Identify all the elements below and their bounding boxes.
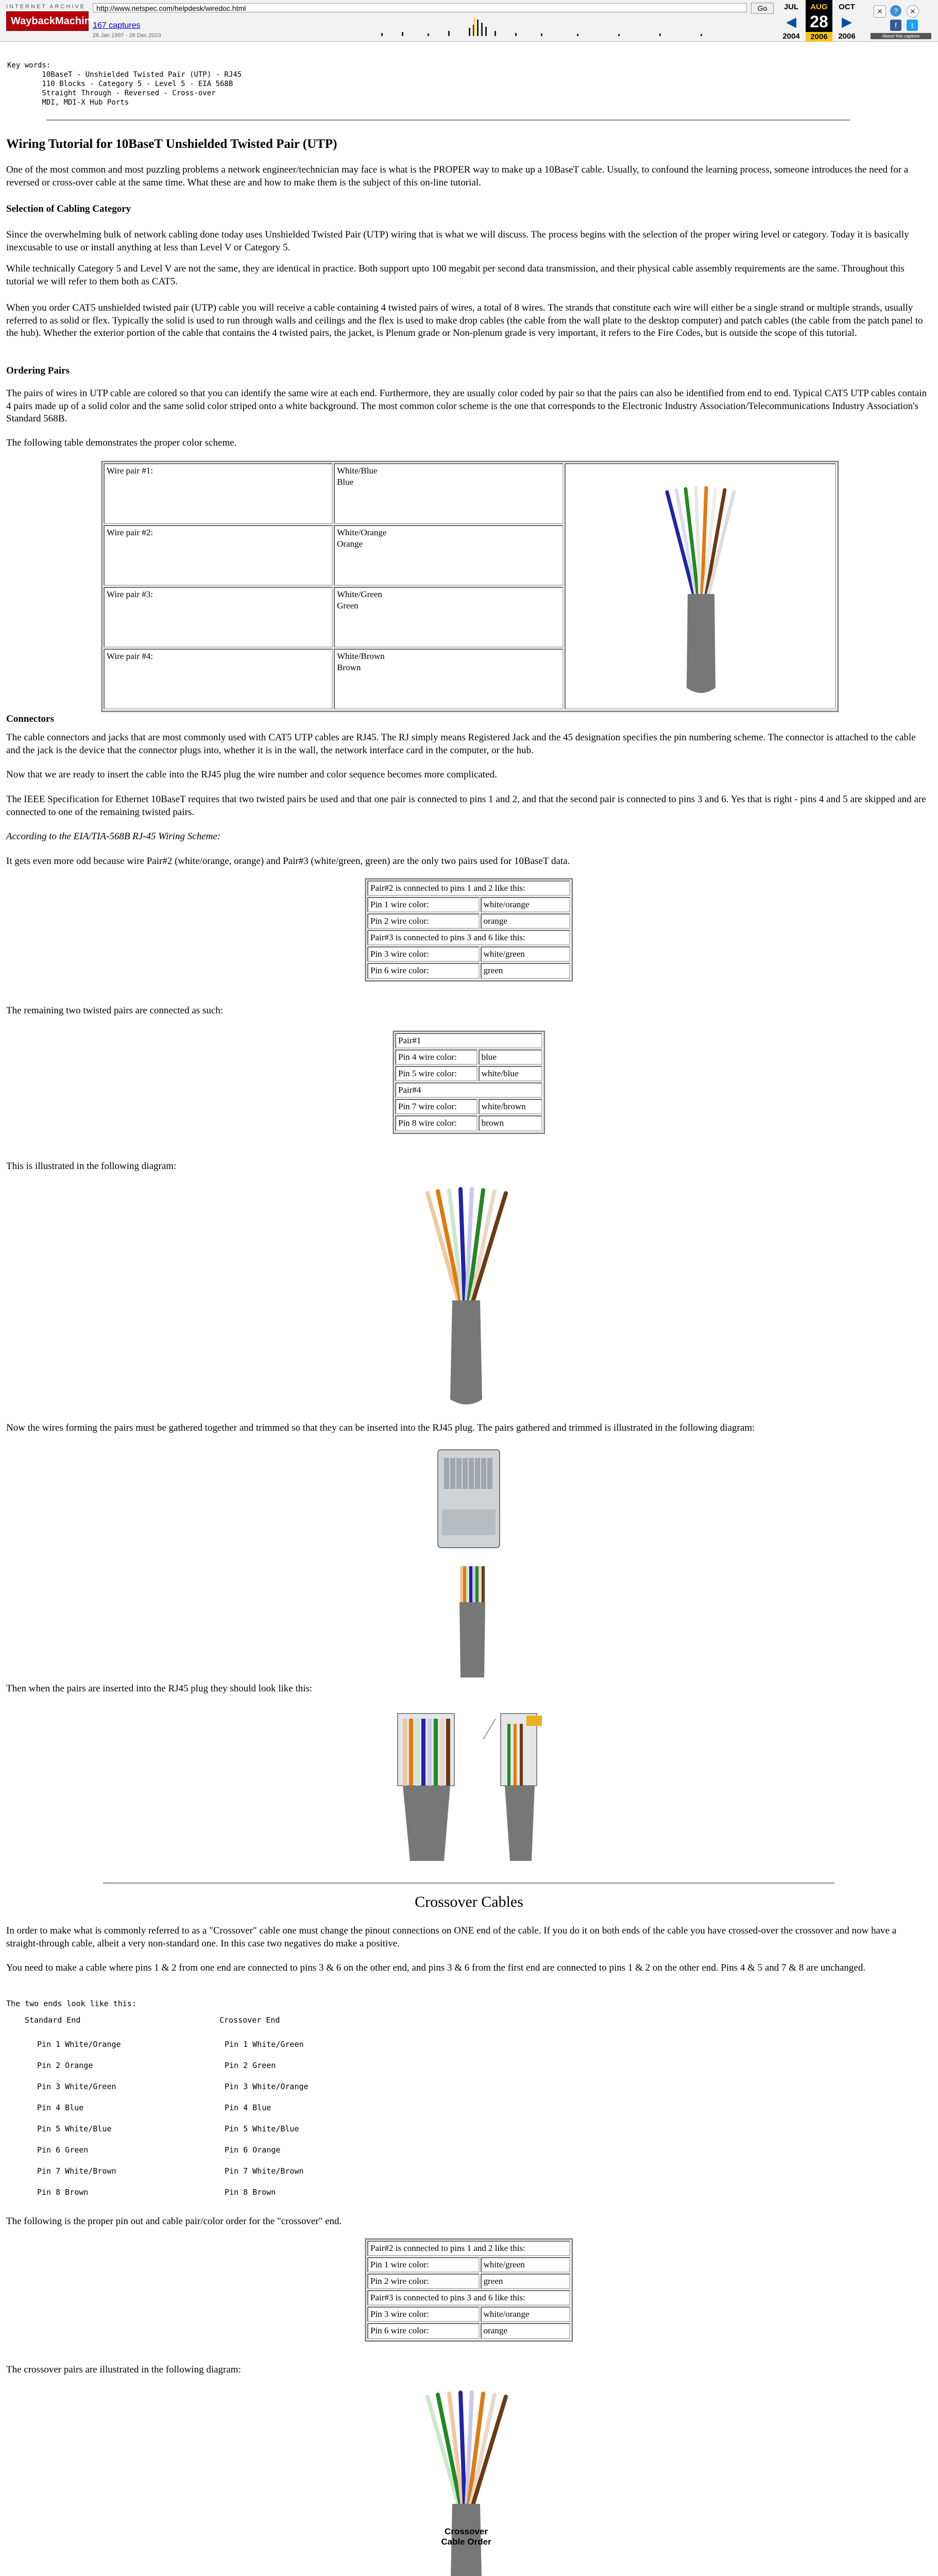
cable-jacket	[459, 1602, 485, 1677]
crossover-p1: In order to make what is commonly referred to as a "Crossover" cable one must change the pinout connections on ONE end of the cable. If you do it on both ends of the cable you have crossed-over the crossover and now have a straight-through cable, albeit a very non-standard one. In this case two negatives do make a positive.	[6, 1925, 897, 1949]
heading-ordering: Ordering Pairs	[6, 365, 70, 376]
pin-label: Pin 5 wire color:	[395, 1066, 477, 1081]
connectors-p1: The cable connectors and jacks that are most commonly used with CAT5 UTP cables are RJ45. The RJ simply means Registered Jack and the 45 designation specifies the pin numbering scheme. The connector is attached to the cable and the jack is the device that the connector plugs into, whether it is in the wall, the network interface card in the computer, or the hub.	[6, 732, 916, 756]
list-item: Pin 3 White/Orange	[225, 2082, 309, 2091]
current-month-label: AUG	[810, 3, 828, 11]
wiring-diagram-straight	[412, 1183, 520, 1410]
pin-color: blue	[479, 1049, 542, 1065]
crossover-end-title: Crossover End	[219, 2015, 280, 2025]
pinout-table-2	[393, 1030, 545, 1134]
table-row	[367, 2290, 570, 2306]
crossover-p2: You need to make a cable where pins 1 & 2 from one end are connected to pins 3 & 6 on the other end, and pins 3 & 6 from the first end are connected to pins 1 & 2 on the other end. Pins 4 & 5 and 7 & 8 are unchanged.	[6, 1962, 866, 1973]
color-scheme-table	[101, 461, 839, 712]
connectors-p3: The IEEE Specification for Ethernet 10BaseT requires that two twisted pairs be used and that one pair is connected to pins 1 and 2, and that the second pair is connected to pins 3 and 6. Yes that is right - pins 4 and 5 are skipped and are connected to one of the remaining twisted pairs.	[6, 794, 926, 818]
pin-color: white/orange	[481, 897, 570, 912]
crossover-label-line2: Cable Order	[441, 2537, 491, 2547]
pair-colors	[334, 525, 564, 586]
pair-colors	[334, 649, 564, 709]
category-p3: When you order CAT5 unshielded twisted pair (UTP) cable you will receive a cable containing 4 twisted pairs of wires, a total of 8 wires. The strands that constitute each wire will either be a single strand or multiple strands, usually referred to as solid or flex. Typically the solid is used to run through walls and ceilings and the flex is used to make drop cables (the cable from the wall plate to the desktop computer) and patch cables (the cable from the patch panel to the hub). Whether the exterior portion of the cable that contains the 4 twisted pairs, the jacket, is Plenum grade or Non-plenum grade is very important, it refers to the Fire Codes, but is outside the scope of this tutorial.	[6, 302, 923, 339]
help-icon[interactable]: ?	[890, 5, 901, 16]
table-row	[367, 2257, 570, 2273]
facebook-icon[interactable]: f	[890, 20, 901, 31]
page-title: Wiring Tutorial for 10BaseT Unshielded Twisted Pair (UTP)	[6, 137, 337, 151]
list-item: Pin 5 White/Blue	[225, 2124, 299, 2133]
pair-label: Wire pair #1:	[104, 463, 333, 524]
cable-jacket	[687, 594, 715, 693]
pin-label: Pin 2 wire color:	[367, 913, 480, 929]
standard-end-title: Standard End	[25, 2015, 81, 2025]
pin-label: Pin 2 wire color:	[367, 2274, 480, 2289]
close-icon[interactable]: ✕	[874, 5, 886, 18]
twitter-icon[interactable]: t	[907, 20, 918, 31]
prev-month-label: JUL	[783, 3, 799, 11]
pair-label: Wire pair #4:	[104, 649, 333, 709]
pin-color: orange	[481, 2323, 570, 2338]
pair-color-1: White/Blue	[337, 466, 378, 476]
capture-calendar	[778, 0, 860, 41]
prev-month[interactable]	[778, 0, 805, 41]
table-row	[367, 2307, 570, 2322]
cable-fan-image	[646, 471, 755, 698]
connectors-p6: The remaining two twisted pairs are connected as such:	[6, 1005, 224, 1016]
pair-colors	[334, 587, 564, 648]
crossover-p3: The two ends look like this:	[6, 1999, 137, 2008]
pin-label: Pin 1 wire color:	[367, 897, 480, 912]
rj45-plug-trimmed	[431, 1448, 508, 1680]
pin-label: Pin 7 wire color:	[395, 1099, 477, 1114]
list-item: Pin 3 White/Green	[37, 2082, 116, 2091]
table-row	[395, 1082, 542, 1098]
pair-color-2: Orange	[337, 539, 363, 549]
pair-color-1: White/Brown	[337, 651, 385, 661]
logo-top-text: INTERNET ARCHIVE	[6, 4, 86, 10]
url-input[interactable]: http://www.netspec.com/helpdesk/wiredoc.html	[93, 3, 747, 12]
pair-color-1: White/Orange	[337, 528, 387, 537]
pairs-p1: The pairs of wires in UTP cable are colored so that you can identify the same wire at each end. Furthermore, they are usually color coded by pair so that the pairs can also be identified from end to end. Typical CAT5 UTP cables contain 4 pairs made up of a solid color and the same solid color striped onto a white background. The most common color scheme is the one that corresponds to the Electronic Industry Association/Telecommunications Industry Association's Standard 568B.	[6, 388, 927, 425]
wayback-toolbar	[0, 0, 938, 42]
logo-main-text: WaybackMachine	[6, 11, 89, 31]
table-row	[367, 930, 570, 945]
list-item: Pin 2 Green	[225, 2061, 276, 2070]
capture-sparkline[interactable]	[371, 18, 742, 36]
list-item: Pin 1 White/Orange	[37, 2040, 121, 2049]
pin-label: Pin 6 wire color:	[367, 2323, 480, 2338]
table-row	[395, 1115, 542, 1131]
table-row	[367, 2323, 570, 2338]
divider-crossover	[103, 1883, 834, 1884]
table-row	[367, 913, 570, 929]
pinout-table-1	[365, 878, 573, 981]
current-day: 28	[810, 12, 828, 31]
list-item: Pin 8 Brown	[37, 2188, 89, 2197]
list-item: Pin 6 Green	[37, 2145, 89, 2155]
toolbar-icons	[871, 3, 932, 39]
list-item: Pin 2 Orange	[37, 2061, 93, 2070]
heading-category: Selection of Cabling Category	[6, 204, 131, 214]
prev-year: 2004	[782, 32, 800, 41]
go-button[interactable]: Go	[751, 3, 774, 14]
table-heading-cell: Pair#2 is connected to pins 1 and 2 like this:	[367, 880, 570, 896]
pin-color: brown	[479, 1115, 542, 1131]
table-row	[104, 463, 836, 524]
table-heading-cell: Pair#1	[395, 1033, 542, 1048]
wayback-logo[interactable]	[6, 3, 96, 37]
plug-inserted-straight	[387, 1708, 562, 1863]
crossover-wires-image	[412, 2386, 520, 2576]
pin-color: orange	[481, 913, 570, 929]
pin-color: white/orange	[481, 2307, 570, 2322]
table-row	[367, 2274, 570, 2289]
cable-jacket	[450, 1300, 482, 1404]
table-heading-cell: Pair#3 is connected to pins 3 and 6 like this:	[367, 2290, 570, 2306]
pair-label: Wire pair #2:	[104, 525, 333, 586]
divider-top	[46, 120, 850, 121]
list-item: Pin 8 Brown	[225, 2188, 276, 2197]
table-row	[367, 2241, 570, 2256]
cable-image-cell	[565, 463, 836, 709]
table-row	[367, 946, 570, 962]
pin-label: Pin 1 wire color:	[367, 2257, 480, 2273]
list-item: Pin 4 Blue	[37, 2103, 84, 2112]
table-row	[367, 880, 570, 896]
prev-arrow-icon[interactable]: ◀	[786, 13, 796, 29]
pair-colors	[334, 463, 564, 524]
pin-color: green	[481, 2274, 570, 2289]
pin-color: white/green	[481, 946, 570, 962]
list-item: Pin 4 Blue	[225, 2103, 271, 2112]
current-capture	[806, 0, 832, 41]
crossover-end-list	[225, 2034, 400, 2203]
standard-end-list	[37, 2034, 212, 2203]
heading-connectors: Connectors	[6, 714, 54, 724]
pin-label: Pin 8 wire color:	[395, 1115, 477, 1131]
list-item: Pin 7 White/Brown	[37, 2166, 116, 2176]
table-heading-cell: Pair#4	[395, 1082, 542, 1098]
table-heading-cell: Pair#3 is connected to pins 3 and 6 like this:	[367, 930, 570, 945]
connectors-p8: Now the wires forming the pairs must be gathered together and trimmed so that they can be inserted into the RJ45 plug. The pairs gathered and trimmed is illustrated in the following diagram:	[6, 1422, 755, 1433]
table-row	[395, 1033, 542, 1048]
crossover-p4: The following is the proper pin out and cable pair/color order for the "crossover" end.	[6, 2216, 342, 2227]
connectors-p5: It gets even more odd because wire Pair#2 (white/orange, orange) and Pair#3 (white/green, green) are the only two pairs used for 10BaseT data.	[6, 856, 570, 867]
table-row	[395, 1099, 542, 1114]
table-row	[395, 1066, 542, 1081]
pin-label: Pin 6 wire color:	[367, 963, 480, 978]
pin-label: Pin 3 wire color:	[367, 2307, 480, 2322]
current-year: 2006	[806, 32, 832, 42]
connectors-p2: Now that we are ready to insert the cable into the RJ45 plug the wire number and color sequence becomes more complicated.	[6, 769, 497, 780]
connectors-p7: This is illustrated in the following diagram:	[6, 1161, 177, 1172]
connectors-p9: Then when the pairs are inserted into the RJ45 plug they should look like this:	[6, 1683, 313, 1694]
connectors-p4: According to the EIA/TIA-568B RJ-45 Wiring Scheme:	[6, 831, 221, 842]
next-month[interactable]	[833, 0, 860, 41]
wiring-diagram-crossover	[412, 2386, 520, 2576]
next-arrow-icon[interactable]: ▶	[842, 13, 852, 29]
pair-color-1: White/Green	[337, 589, 382, 599]
pair-color-2: Brown	[337, 663, 361, 673]
pair-color-2: Blue	[337, 477, 354, 487]
keywords-block: Key words: 10BaseT - Unshielded Twisted Pair (UTP) - RJ45 110 Blocks - Category 5 - Level 5 - EIA 568B Straight Through - Reversed - Cross-over MDI, MDI-X Hub Ports	[7, 61, 242, 107]
pin-color: green	[481, 963, 570, 978]
intro-paragraph: One of the most common and most puzzling problems a network engineer/technician may face is what is the PROPER way to make up a 10BaseT cable. Usually, to confound the learning process, someone introduces the need for a reversed or cross-over cable at the same time. What these are and how to make them is the subject of this on-line tutorial.	[6, 164, 909, 188]
crossover-heading: Crossover Cables	[415, 1893, 523, 1910]
crossover-label-line1: Crossover	[444, 2527, 488, 2536]
pair-label: Wire pair #3:	[104, 587, 333, 648]
list-item: Pin 5 White/Blue	[37, 2124, 112, 2133]
pin-label: Pin 3 wire color:	[367, 946, 480, 962]
list-item: Pin 7 White/Brown	[225, 2166, 304, 2176]
list-item: Pin 1 White/Green	[225, 2040, 304, 2049]
pairs-p2: The following table demonstrates the proper color scheme.	[6, 437, 237, 448]
pair-color-2: Green	[337, 601, 359, 611]
table-heading-cell: Pair#2 is connected to pins 1 and 2 like this:	[367, 2241, 570, 2256]
close-toolbar-icon[interactable]: ✕	[907, 5, 919, 18]
table-row	[367, 963, 570, 978]
table-row	[367, 897, 570, 912]
pin-color: white/brown	[479, 1099, 542, 1114]
pinout-table-crossover	[365, 2238, 573, 2342]
pin-label: Pin 4 wire color:	[395, 1049, 477, 1065]
category-p1: Since the overwhelming bulk of network cabling done today uses Unshielded Twisted Pair (UTP) wiring that is what we will discuss. The process begins with the selection of the proper wiring level or category. Today it is basically inexcusable to use or install anything at less than Level V or Category 5.	[6, 229, 909, 253]
table-row	[395, 1049, 542, 1065]
category-p2: While technically Category 5 and Level V are not the same, they are identical in practice. Both support upto 100 megabit per second data transmission, and their physical cable assembly requirements are the same. Throughout this tutorial we will refer to them both as CAT5.	[6, 263, 905, 287]
crossover-p5: The crossover pairs are illustrated in the following diagram:	[6, 2364, 241, 2375]
next-year: 2006	[838, 32, 856, 41]
list-item: Pin 6 Orange	[225, 2145, 281, 2155]
next-month-label: OCT	[839, 3, 855, 11]
pin-color: white/blue	[479, 1066, 542, 1081]
about-capture-button[interactable]: About this capture	[871, 33, 931, 39]
crossover-label	[412, 2527, 520, 2547]
captures-link[interactable]: 167 captures	[93, 21, 141, 30]
capture-range: 26 Jan 1997 - 26 Dec 2023	[93, 32, 161, 39]
pin-color: white/green	[481, 2257, 570, 2273]
